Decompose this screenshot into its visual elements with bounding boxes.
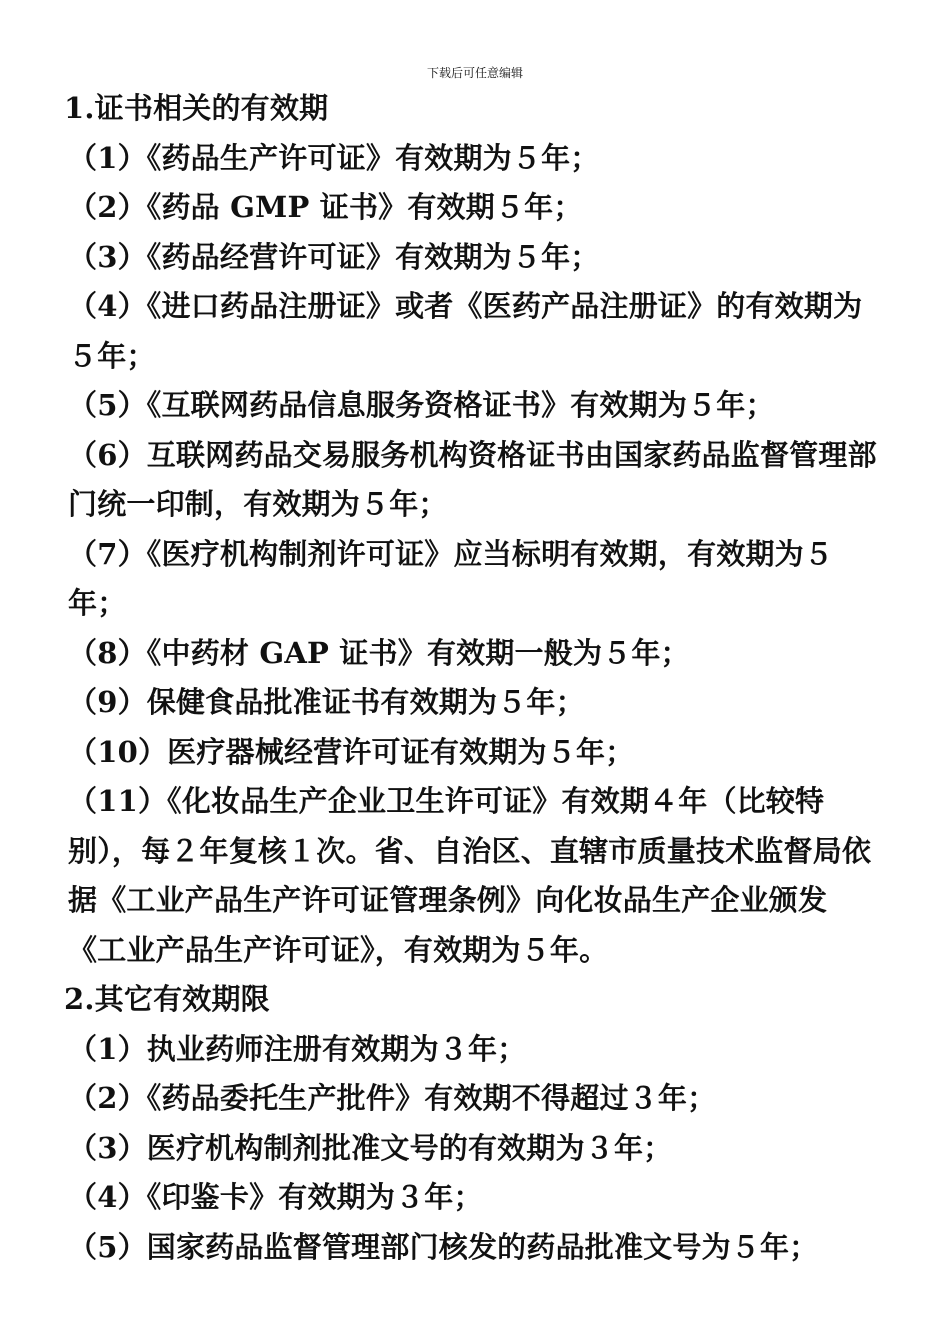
list-item: （1）执业药师注册有效期为３年； (68, 1031, 527, 1066)
list-item: （6）互联网药品交易服务机构资格证书由国家药品监督管理部门统一印制，有效期为５年； (68, 437, 877, 521)
list-item: （3）医疗机构制剂批准文号的有效期为３年； (68, 1130, 673, 1165)
list-item: （1）《药品生产许可证》有效期为５年； (68, 140, 600, 175)
list-item: （11）《化妆品生产企业卫生许可证》有效期４年（比较特别），每２年复核１次。省、自治区、直辖市质量技术监督局依据《工业产品生产许可证管理条例》向化妆品生产企业颁发《工业产品生产许可证》，有效期为５年。 (68, 784, 872, 967)
section-heading: 2.其它有效期限 (64, 982, 270, 1016)
section-heading: 1.证书相关的有效期 (64, 91, 329, 125)
document-body (64, 84, 884, 1272)
list-item: （9）保健食品批准证书有效期为５年； (68, 685, 585, 719)
list-item: （10）医疗器械经营许可证有效期为５年； (68, 734, 635, 769)
list-item: （2）《药品委托生产批件》有效期不得超过３年； (68, 1081, 717, 1115)
list-item: （5）《互联网药品信息服务资格证书》有效期为５年； (68, 388, 775, 422)
list-item: （4）《印鉴卡》有效期为３年； (68, 1180, 483, 1214)
list-item: （4）《进口药品注册证》或者《医药产品注册证》的有效期为５年； (68, 289, 863, 373)
list-item: （2）《药品 GMP 证书》有效期５年； (68, 190, 583, 224)
list-item: （8）《中药材 GAP 证书》有效期一般为５年； (68, 635, 690, 670)
list-item: （3）《药品经营许可证》有效期为５年； (68, 239, 600, 274)
list-item: （5）国家药品监督管理部门核发的药品批准文号为５年； (68, 1229, 819, 1264)
list-item: （7）《医疗机构制剂许可证》应当标明有效期，有效期为５年； (68, 536, 834, 620)
header-note: 下载后可任意编辑 (426, 66, 523, 80)
